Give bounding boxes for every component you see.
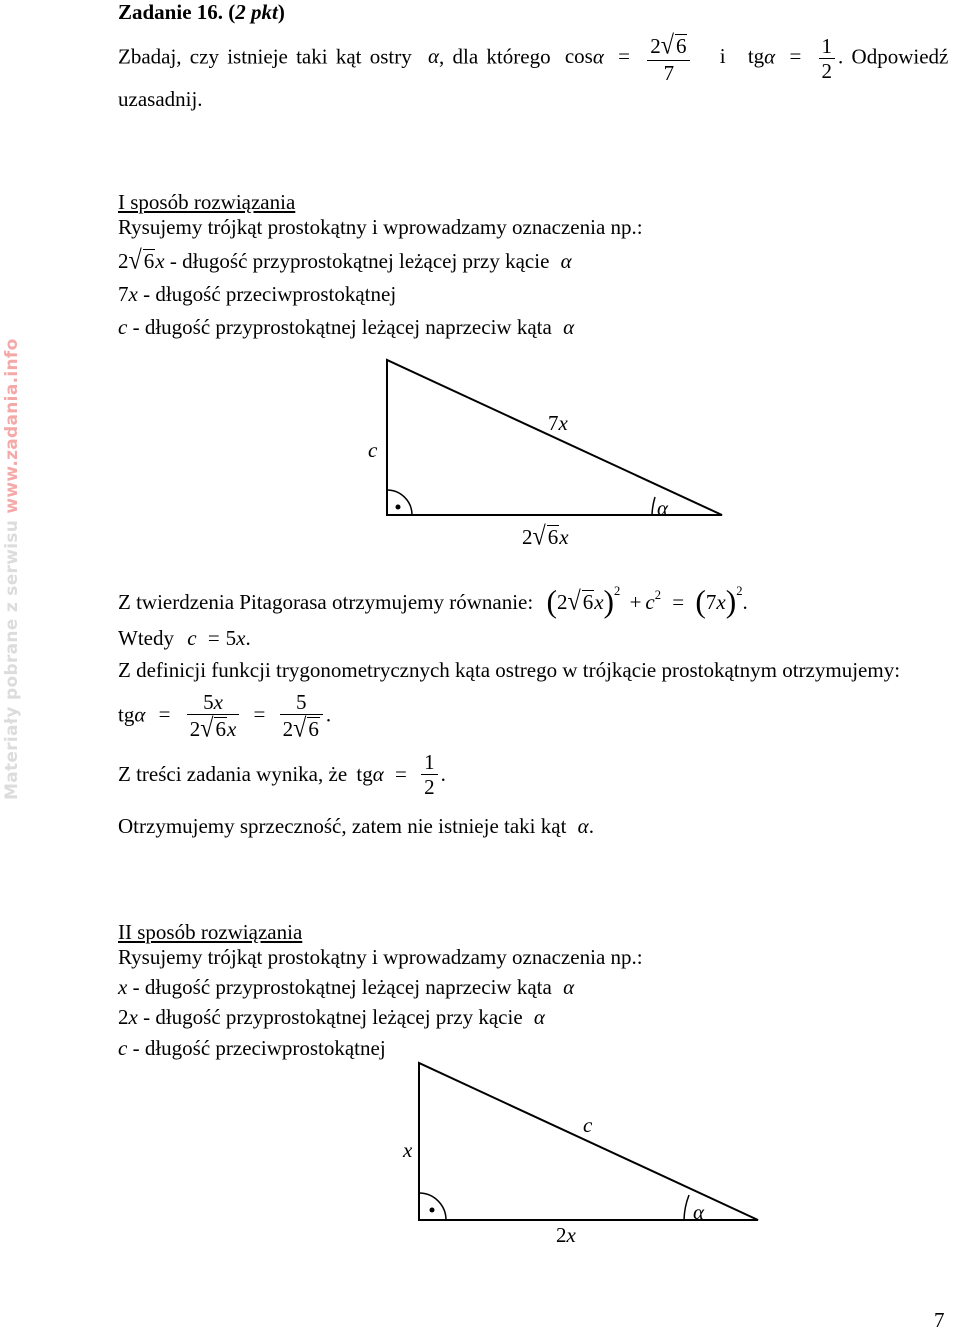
method2-title: II sposób rozwiązania <box>118 920 303 944</box>
task-points: 2 pkt <box>235 0 278 24</box>
method1-def-1: 2√6x - długość przyprostokątnej leżącej przy kącie α <box>118 245 572 276</box>
triangle-1-label-hyp: 7x <box>548 411 568 435</box>
triangle-1-label-base: 2√6x <box>522 521 569 552</box>
method1-def-2: 7x - długość przeciwprostokątnej <box>118 282 397 306</box>
watermark-site: www.zadania.info <box>2 338 22 514</box>
definition-line: Z definicji funkcji trygonometrycznych kąta ostrego w trójkącie prostokątnym otrzymujemy: <box>118 658 901 682</box>
method1-title: I sposób rozwiązania <box>118 190 296 214</box>
triangle-2-label-x: x <box>403 1138 413 1162</box>
page-number: 7 <box>934 1308 945 1332</box>
method2-def-2: 2x - długość przyprostokątnej leżącej przy kącie α <box>118 1005 545 1029</box>
method2-def-3: c - długość przeciwprostokątnej <box>118 1036 386 1060</box>
conclusion-line: Otrzymujemy sprzeczność, zatem nie istnieje taki kąt α. <box>118 814 594 838</box>
watermark: Materiały pobrane z serwisu www.zadania.info <box>2 338 22 800</box>
task-line-2: uzasadnij. <box>118 87 203 111</box>
method2-intro: Rysujemy trójkąt prostokątny i wprowadzamy oznaczenia np.: <box>118 945 643 969</box>
triangle-1-label-c: c <box>368 438 378 462</box>
method1-def-3: c - długość przyprostokątnej leżącej naprzeciw kąta α <box>118 315 575 339</box>
tg-fraction-1: $\frac{5x}{2√6x}$ <box>187 690 240 743</box>
tg-fraction-2: $\frac{5}{2√6}$ <box>280 690 323 743</box>
tresc-line: Z treści zadania wynika, że tgα = $\frac{1}{2}$ . <box>118 750 446 800</box>
wtedy-line: Wtedy c = 5x. <box>118 626 251 650</box>
method2-def-1: x - długość przyprostokątnej leżącej naprzeciw kąta α <box>118 975 575 999</box>
tg-equation: tgα = $\frac{5x}{2√6x}$ = $\frac{5}{2√6}$ . <box>118 690 332 744</box>
task-title: Zadanie 16. (2 pkt) <box>118 0 285 24</box>
triangle-2-label-alpha: α <box>693 1200 705 1224</box>
tg-fraction: $\frac{1}{2}$ <box>819 34 836 83</box>
triangle-1-label-alpha: α <box>657 496 669 520</box>
triangle-2-label-base: 2x <box>556 1223 576 1247</box>
cos-fraction: $\frac{2√6}{7}$ <box>647 32 690 85</box>
pythagoras-line: Z twierdzenia Pitagorasa otrzymujemy równanie: $(2√6x)^2 + c^2 = (7x)^2$. <box>118 584 748 619</box>
task-line-1: Zbadaj, czy istnieje taki kąt ostry α, dla którego cosα = $\frac{2√6}{7}$ i tgα = $\frac{1}{2}$ . Odpowiedź <box>118 30 949 85</box>
method1-intro: Rysujemy trójkąt prostokątny i wprowadzamy oznaczenia np.: <box>118 215 643 239</box>
triangle-2-label-c: c <box>583 1113 593 1137</box>
given-tg-fraction: $\frac{1}{2}$ <box>421 750 438 799</box>
